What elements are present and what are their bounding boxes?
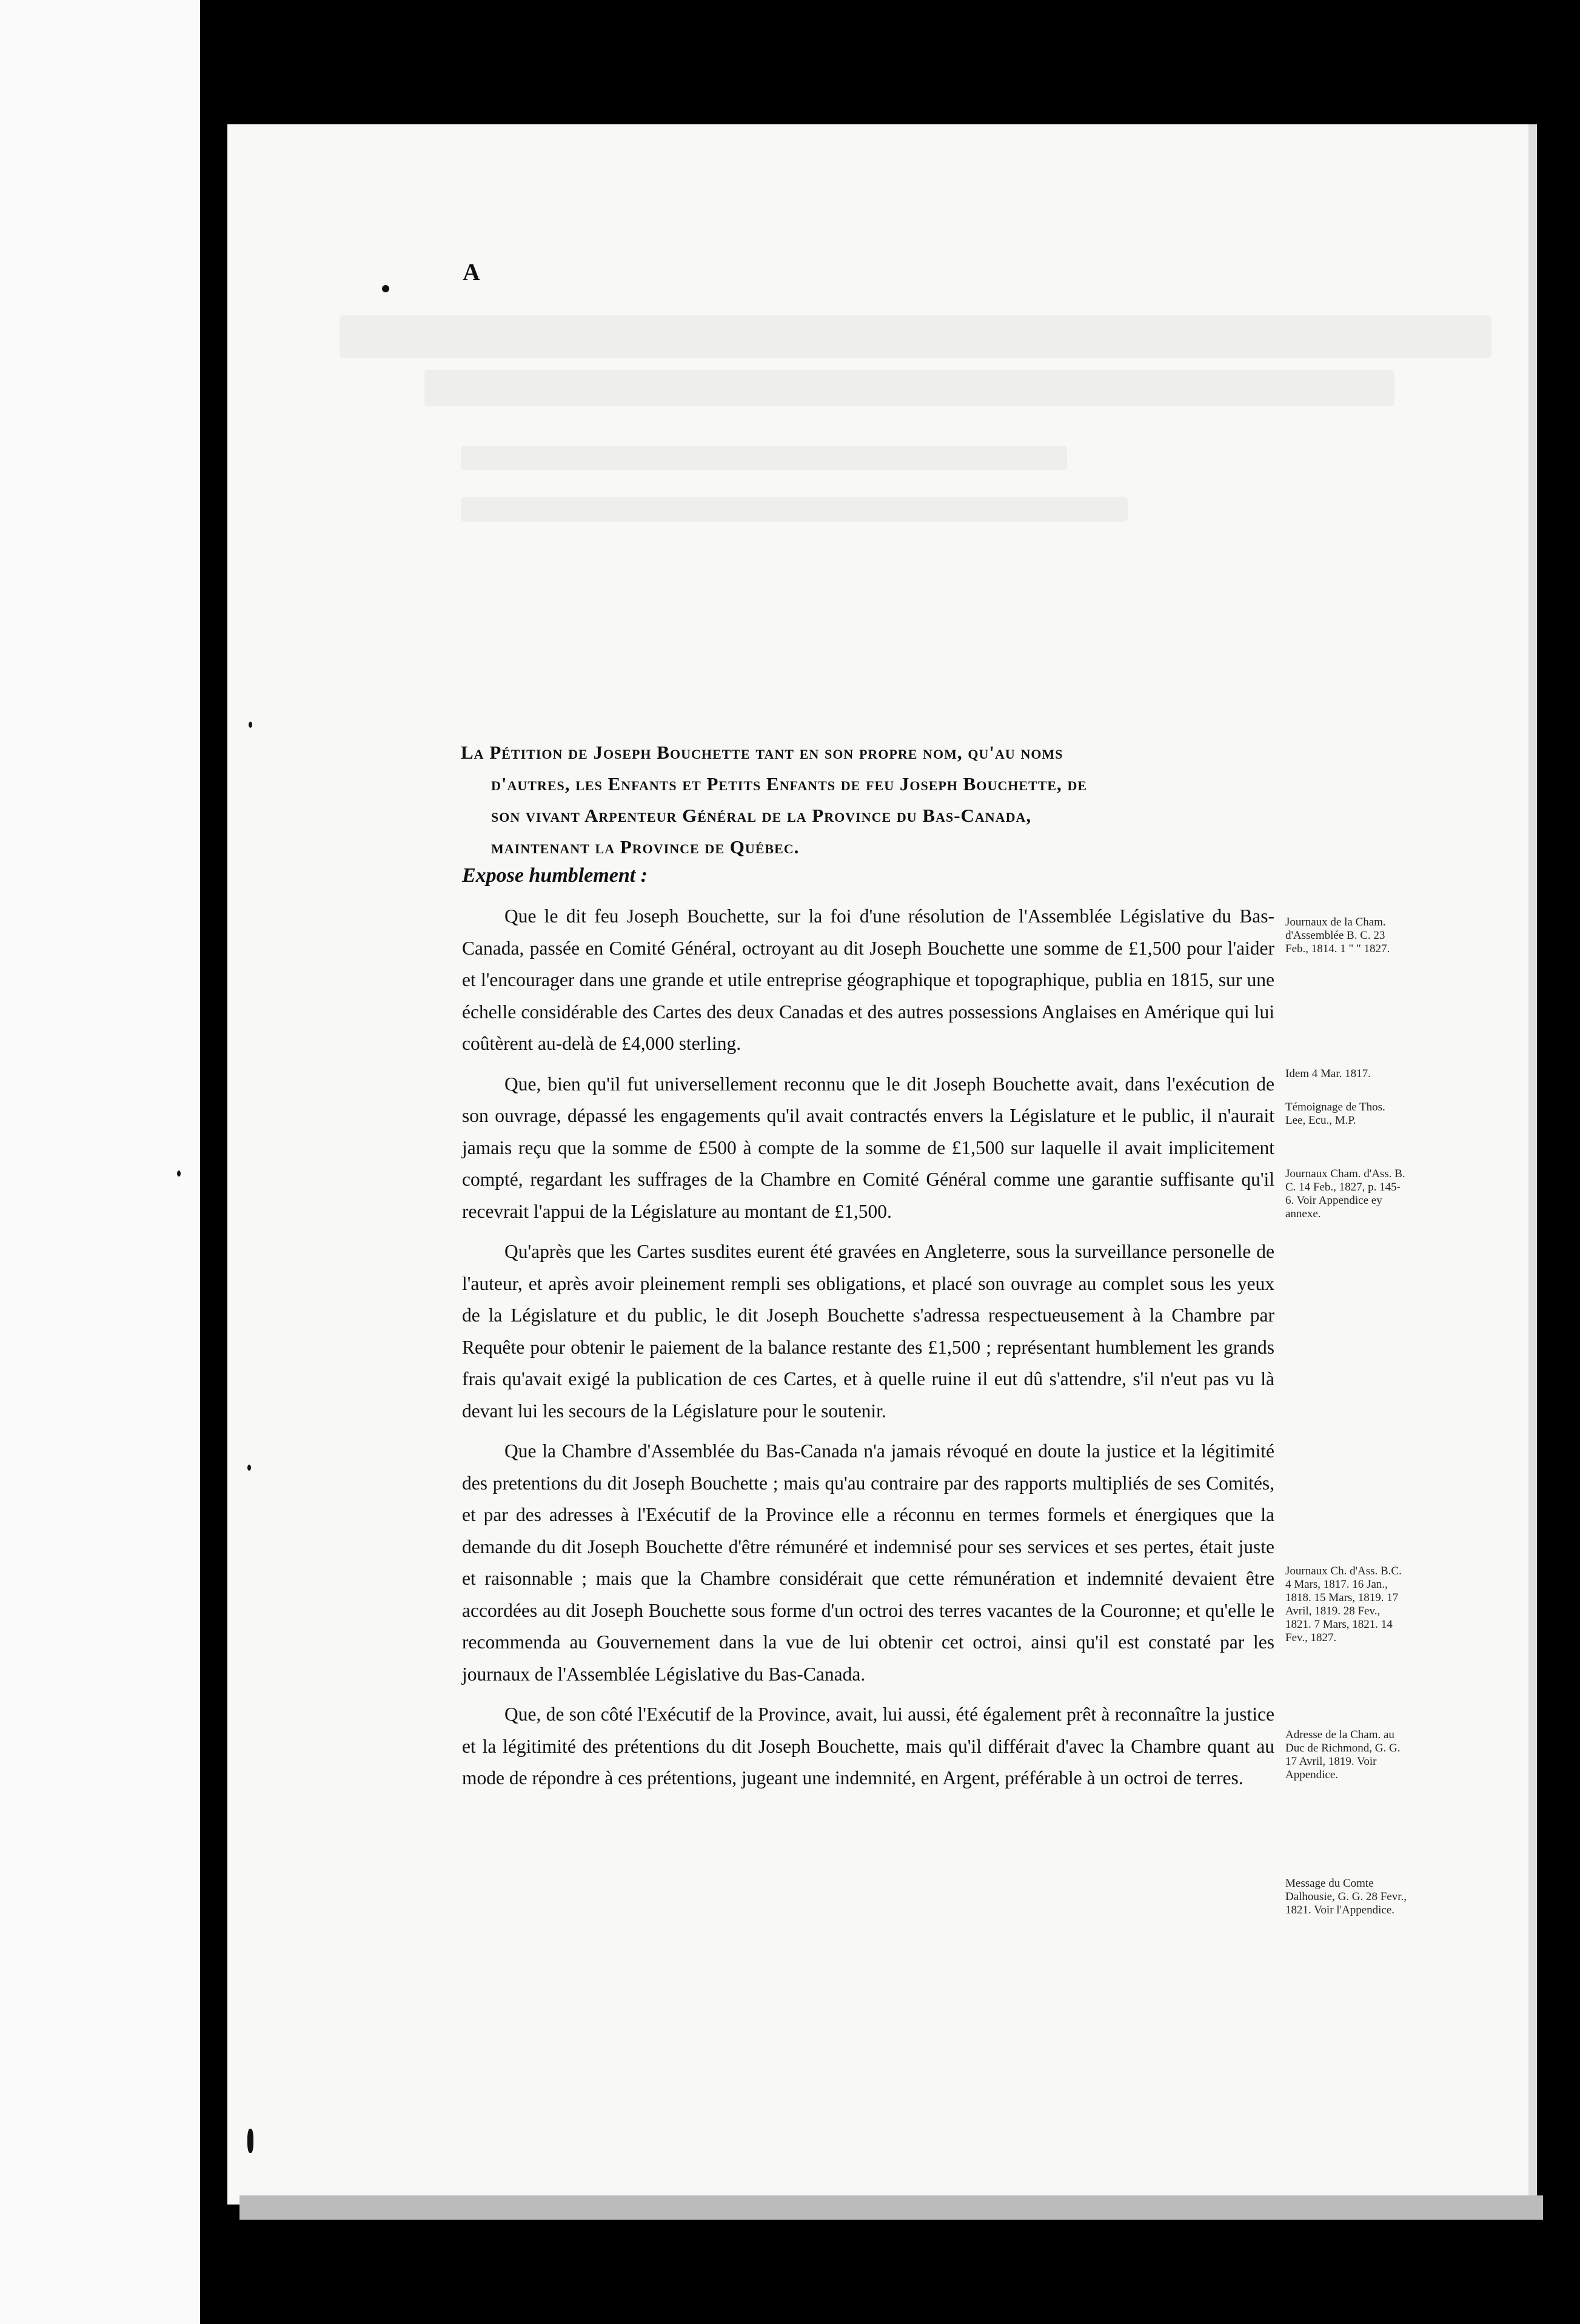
scan-speck	[382, 285, 389, 292]
bleed-through	[424, 370, 1394, 406]
scan-speck	[249, 722, 252, 728]
scan-speck	[177, 1170, 181, 1177]
margin-note: Journaux Cham. d'Ass. B. C. 14 Feb., 1827, p. 145-6. Voir Appendice ey annexe.	[1285, 1167, 1405, 1220]
margin-note: Témoignage de Thos. Lee, Ecu., M.P.	[1285, 1101, 1385, 1127]
left-page-edge	[0, 0, 200, 2324]
bleed-through	[340, 315, 1491, 358]
petition-title	[461, 737, 1407, 863]
page-letter: A	[463, 258, 480, 286]
opening-phrase: Expose humblement :	[462, 864, 648, 887]
margin-note: Journaux de la Cham. d'Assemblée B. C. 23 Feb., 1814. 1 " " 1827.	[1285, 916, 1390, 955]
paragraph: Qu'après que les Cartes susdites eurent été gravées en Angleterre, sous la surveillance personelle de l'auteur, et après avoir pleinement rempli ses obligations, et placé son ouvrage au complet sous les yeux de la Législature et du public, le dit Joseph Bouchette s'adressa respectueusement à la Chambre par Requête pour obtenir le paiement de la balance restante des £1,500 ; représentant humblement les grands frais qu'avait exigé la publication de ces Cartes, et à quelle ruine il eut dû s'attendre, s'il n'eut pas vu là devant lui les secours de la Législature pour le soutenir.	[462, 1241, 1274, 1422]
margin-note: Message du Comte Dalhousie, G. G. 28 Fevr., 1821. Voir l'Appendice.	[1285, 1877, 1407, 1916]
bleed-through	[461, 446, 1067, 470]
margin-note: Idem 4 Mar. 1817.	[1285, 1067, 1371, 1080]
title-line: d'autres, les Enfants et Petits Enfants de feu Joseph Bouchette, de	[491, 773, 1088, 794]
paragraph: Que, de son côté l'Exécutif de la Province, avait, lui aussi, été également prêt à reconnaître la justice et la légitimité des prétentions du dit Joseph Bouchette, mais qu'il différait d'avec la Chambre quant au mode de répondre à ces prétentions, jugeant une indemnité, en Argent, préférable à un octroi de terres.	[462, 1704, 1274, 1788]
title-line: son vivant Arpenteur Général de la Province du Bas-Canada,	[491, 805, 1032, 826]
margin-note: Adresse de la Cham. au Duc de Richmond, G. G. 17 Avril, 1819. Voir Appendice.	[1285, 1728, 1401, 1781]
margin-note: Journaux Ch. d'Ass. B.C. 4 Mars, 1817. 16 Jan., 1818. 15 Mars, 1819. 17 Avril, 1819. 28 Fev., 1821. 7 Mars, 1821. 14 Fev., 1827.	[1285, 1565, 1402, 1644]
scan-speck	[247, 2129, 253, 2153]
title-line: La Pétition de Joseph Bouchette tant en son propre nom, qu'au noms	[461, 742, 1063, 763]
bleed-through	[461, 497, 1128, 522]
petition-body	[462, 901, 1274, 1803]
scan-speck	[247, 1465, 251, 1471]
paragraph: Que la Chambre d'Assemblée du Bas-Canada n'a jamais révoqué en doute la justice et la légitimité des pretentions du dit Joseph Bouchette ; mais qu'au contraire par des rapports multipliés de ses Comités, et par des adresses à l'Exécutif de la Province elle a réconnu en termes formels et énergiques que la demande du dit Joseph Bouchette d'être rémunéré et indemnisé pour ses services et ses pertes, était juste et raisonnable ; mais que la Chambre considérait que cette rémunération et indemnité devaient être accordées au dit Joseph Bouchette sous forme d'un octroi des terres vacantes de la Couronne; et qu'elle le recommenda au Gouvernement dans la vue de lui obtenir cet octroi, ainsi qu'il est constaté par les journaux de l'Assemblée Législative du Bas-Canada.	[462, 1440, 1274, 1685]
page-bottom-edge	[239, 2195, 1543, 2220]
title-line: maintenant la Province de Québec.	[491, 836, 800, 858]
paragraph: Que le dit feu Joseph Bouchette, sur la foi d'une résolution de l'Assemblée Législative du Bas-Canada, passée en Comité Général, octroyant au dit Joseph Bouchette une somme de £1,500 pour l'aider et l'encourager dans une grande et utile entreprise géographique et topographique, publia en 1815, sur une échelle considérable des Cartes des deux Canadas et des autres possessions Anglaises en Amérique qui lui coûtèrent au-delà de £4,000 sterling.	[462, 905, 1274, 1054]
paragraph: Que, bien qu'il fut universellement reconnu que le dit Joseph Bouchette avait, dans l'exécution de son ouvrage, dépassé les engagements qu'il avait contractés envers la Législature et le public, il n'aurait jamais reçu que la somme de £500 à compte de la somme de £1,500 sur laquelle il avait implicitement compté, regardant les suffrages de la Chambre en Comité Général comme une garantie suffisante qu'il recevrait l'appui de la Législature au montant de £1,500.	[462, 1073, 1274, 1222]
